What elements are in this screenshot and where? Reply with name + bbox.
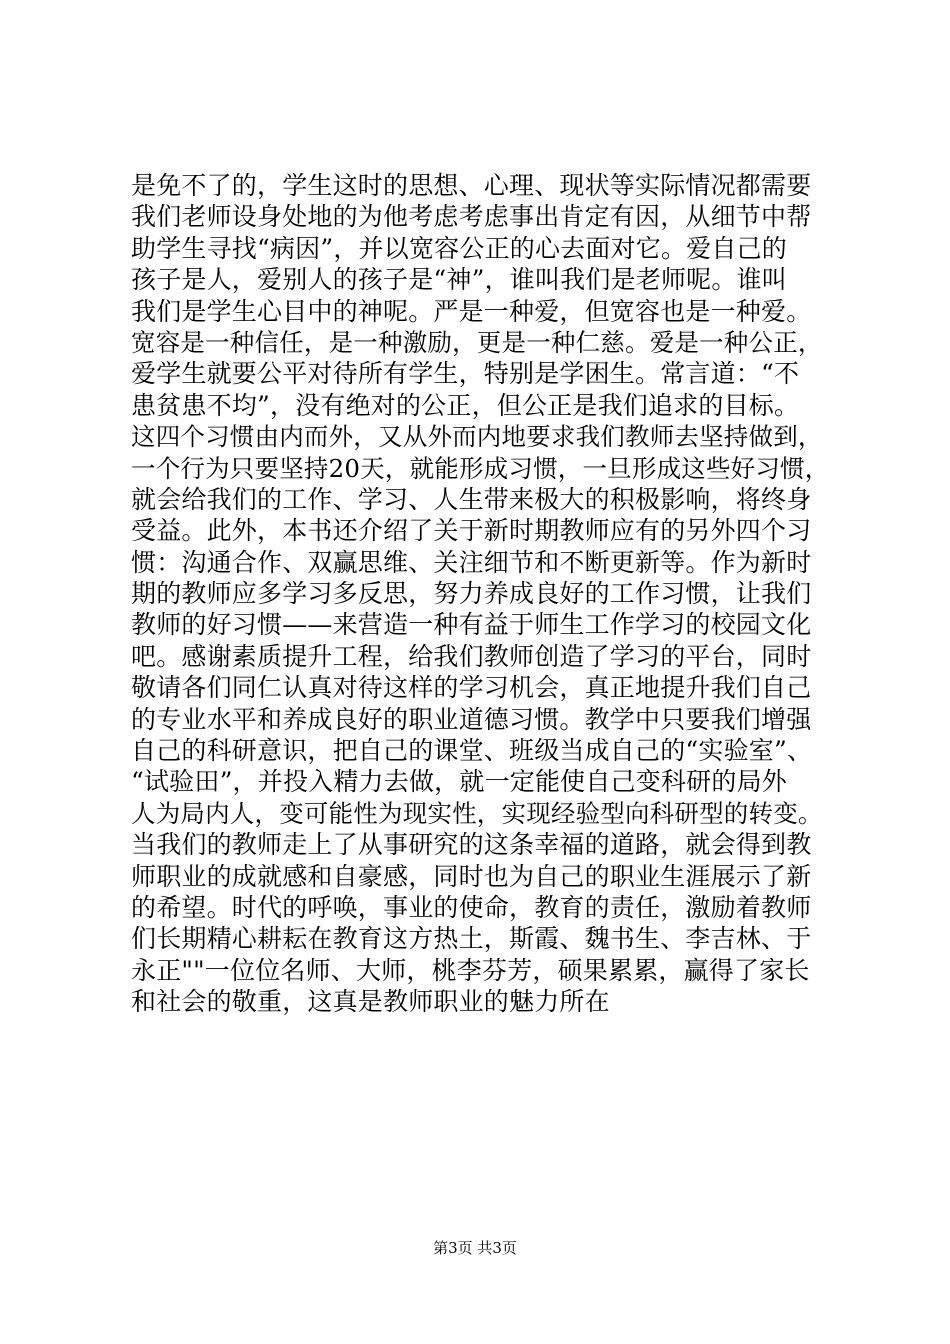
text-line: 一个行为只要坚持20天，就能形成习惯，一旦形成这些好习惯，	[131, 453, 830, 483]
page-footer: 第3页 共3页	[433, 1239, 517, 1257]
text-line: 期的教师应多学习多反思，努力养成良好的工作习惯，让我们	[131, 579, 812, 609]
text-line: 师职业的成就感和自豪感，同时也为自己的职业生涯展示了新	[131, 861, 812, 891]
text-line: 患贫患不均”，没有绝对的公正，但公正是我们追求的目标。	[131, 390, 800, 420]
text-line: 人为局内人，变可能性为现实性，实现经验型向科研型的转变。	[131, 798, 823, 828]
text-line: 自己的科研意识，把自己的课堂、班级当成自己的“实验室”、	[131, 736, 813, 766]
text-line: 这四个习惯由内而外，又从外而内地要求我们教师去坚持做到，	[131, 422, 823, 452]
text-line: 们长期精心耕耘在教育这方热土，斯霞、魏书生、李吉林、于	[131, 924, 812, 954]
text-line: 我们是学生心目中的神呢。严是一种爱，但宽容也是一种爱。	[131, 296, 812, 326]
body-text	[131, 170, 831, 1018]
text-line: 的专业水平和养成良好的职业道德习惯。教学中只要我们增强	[131, 704, 812, 734]
text-line: “试验田”，并投入精力去做，就一定能使自己变科研的局外	[131, 767, 787, 797]
text-line: 我们老师设身处地的为他考虑考虑事出肯定有因，从细节中帮	[131, 202, 812, 232]
text-line: 吧。感谢素质提升工程，给我们教师创造了学习的平台，同时	[131, 641, 812, 671]
text-line: 受益。此外，本书还介绍了关于新时期教师应有的另外四个习	[131, 516, 812, 546]
text-line: 的希望。时代的呼唤，事业的使命，教育的责任，激励着教师	[131, 892, 812, 922]
text-line: 是免不了的，学生这时的思想、心理、现状等实际情况都需要	[131, 171, 812, 200]
text-line: 宽容是一种信任，是一种激励，更是一种仁慈。爱是一种公正，	[131, 327, 823, 357]
text-line: 永正""一位位名师、大师，桃李芬芳，硕果累累，赢得了家长	[131, 955, 810, 985]
text-line: 和社会的敬重，这真是教师职业的魅力所在	[131, 987, 610, 1017]
text-line: 就会给我们的工作、学习、人生带来极大的积极影响，将终身	[131, 484, 812, 514]
text-line: 孩子是人，爱别人的孩子是“神”，谁叫我们是老师呢。谁叫	[131, 265, 787, 295]
text-line: 爱学生就要公平对待所有学生，特别是学困生。常言道：“不	[131, 359, 800, 389]
text-line: 教师的好习惯——来营造一种有益于师生工作学习的校园文化	[131, 610, 812, 640]
text-line: 敬请各们同仁认真对待这样的学习机会，真正地提升我们自己	[131, 673, 812, 703]
text-line: 助学生寻找“病因”，并以宽容公正的心去面对它。爱自己的	[131, 233, 787, 263]
text-line: 惯：沟通合作、双赢思维、关注细节和不断更新等。作为新时	[131, 547, 812, 577]
text-line: 当我们的教师走上了从事研究的这条幸福的道路，就会得到教	[131, 830, 812, 860]
